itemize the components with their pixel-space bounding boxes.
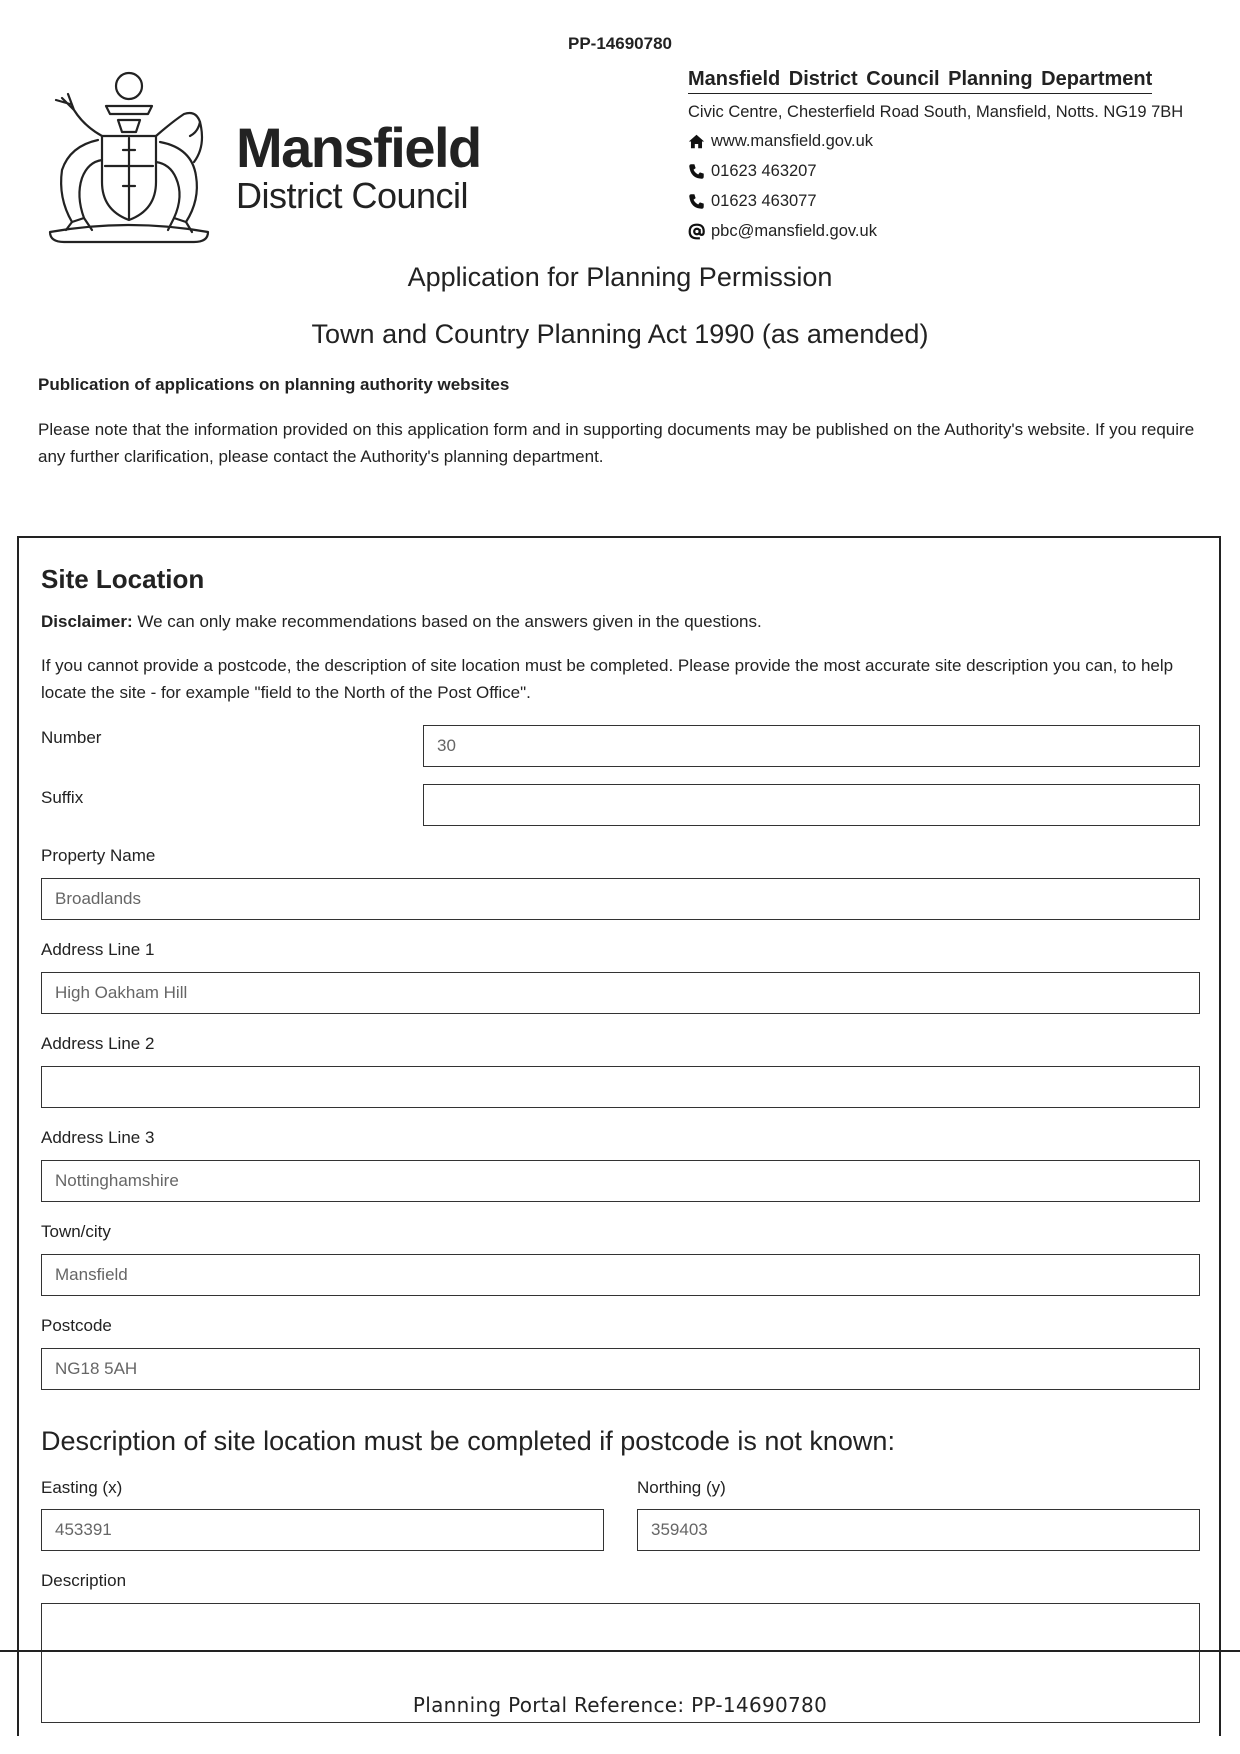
footer-reference: Planning Portal Reference: PP-14690780 [412, 1693, 828, 1717]
contact-website-row[interactable] [688, 130, 1183, 152]
suffix-field[interactable] [423, 784, 1200, 826]
form-subtitle: Town and Country Planning Act 1990 (as amended) [311, 319, 929, 349]
town-city-field[interactable]: Mansfield [41, 1254, 1200, 1296]
contact-phone-row-2[interactable] [688, 190, 1183, 212]
disclaimer [41, 612, 762, 632]
number-field[interactable]: 30 [423, 725, 1200, 767]
postcode-label: Postcode [41, 1316, 112, 1335]
reference-number-top: PP-14690780 [568, 34, 672, 53]
council-crest-icon [44, 70, 214, 245]
description-label: Description [41, 1571, 127, 1590]
description-heading: Description of site location must be completed if postcode is not known: [41, 1426, 895, 1456]
contact-title: Mansfield District Council Planning Department [688, 68, 1152, 94]
site-location-intro: If you cannot provide a postcode, the description of site location must be completed. Please provide the most accurate site description you can, to help locate the site - for example "field to the North of the Post Office". [41, 656, 1174, 702]
address-line-3-field[interactable]: Nottinghamshire [41, 1160, 1200, 1202]
logo-sub-text: District Council [236, 175, 469, 216]
phone-icon [688, 163, 705, 180]
site-location-panel [17, 536, 1221, 1736]
home-icon [688, 133, 705, 150]
town-city-label: Town/city [41, 1222, 111, 1241]
council-logo [236, 116, 481, 216]
postcode-field[interactable]: NG18 5AH [41, 1348, 1200, 1390]
phone-icon [688, 193, 705, 210]
property-name-label: Property Name [41, 846, 156, 865]
contact-email-row[interactable] [688, 220, 1183, 242]
council-contact-block [688, 68, 1183, 242]
publication-heading: Publication of applications on planning authority websites [38, 375, 510, 394]
northing-label: Northing (y) [637, 1478, 726, 1497]
easting-field[interactable]: 453391 [41, 1509, 604, 1551]
address-line-2-label: Address Line 2 [41, 1034, 155, 1053]
form-title: Application for Planning Permission [407, 262, 833, 292]
property-name-field[interactable]: Broadlands [41, 878, 1200, 920]
at-sign-icon [688, 223, 705, 240]
address-line-1-field[interactable]: High Oakham Hill [41, 972, 1200, 1014]
suffix-label: Suffix [41, 788, 84, 807]
easting-label: Easting (x) [41, 1478, 123, 1497]
number-label: Number [41, 728, 102, 747]
northing-field[interactable]: 359403 [637, 1509, 1200, 1551]
contact-website[interactable]: www.mansfield.gov.uk [711, 131, 874, 150]
publication-text: Please note that the information provided on this application form and in supporting documents may be published on the Authority's website. If you require any further clarification, please contact the Authority's planning department. [38, 420, 1195, 466]
logo-main-text: Mansfield [236, 116, 481, 179]
contact-phone-2[interactable]: 01623 463077 [711, 191, 817, 210]
contact-phone-row-1[interactable] [688, 160, 1183, 182]
address-line-3-label: Address Line 3 [41, 1128, 155, 1147]
contact-email[interactable]: pbc@mansfield.gov.uk [711, 221, 877, 240]
contact-phone-1[interactable]: 01623 463207 [711, 161, 817, 180]
disclaimer-label: Disclaimer: [41, 612, 133, 631]
footer-divider [0, 1650, 1240, 1652]
address-line-1-label: Address Line 1 [41, 940, 155, 959]
section-title: Site Location [41, 564, 205, 594]
disclaimer-text: We can only make recommendations based on the answers given in the questions. [132, 612, 762, 631]
contact-address: Civic Centre, Chesterfield Road South, Mansfield, Notts. NG19 7BH [688, 103, 1184, 121]
address-line-2-field[interactable] [41, 1066, 1200, 1108]
